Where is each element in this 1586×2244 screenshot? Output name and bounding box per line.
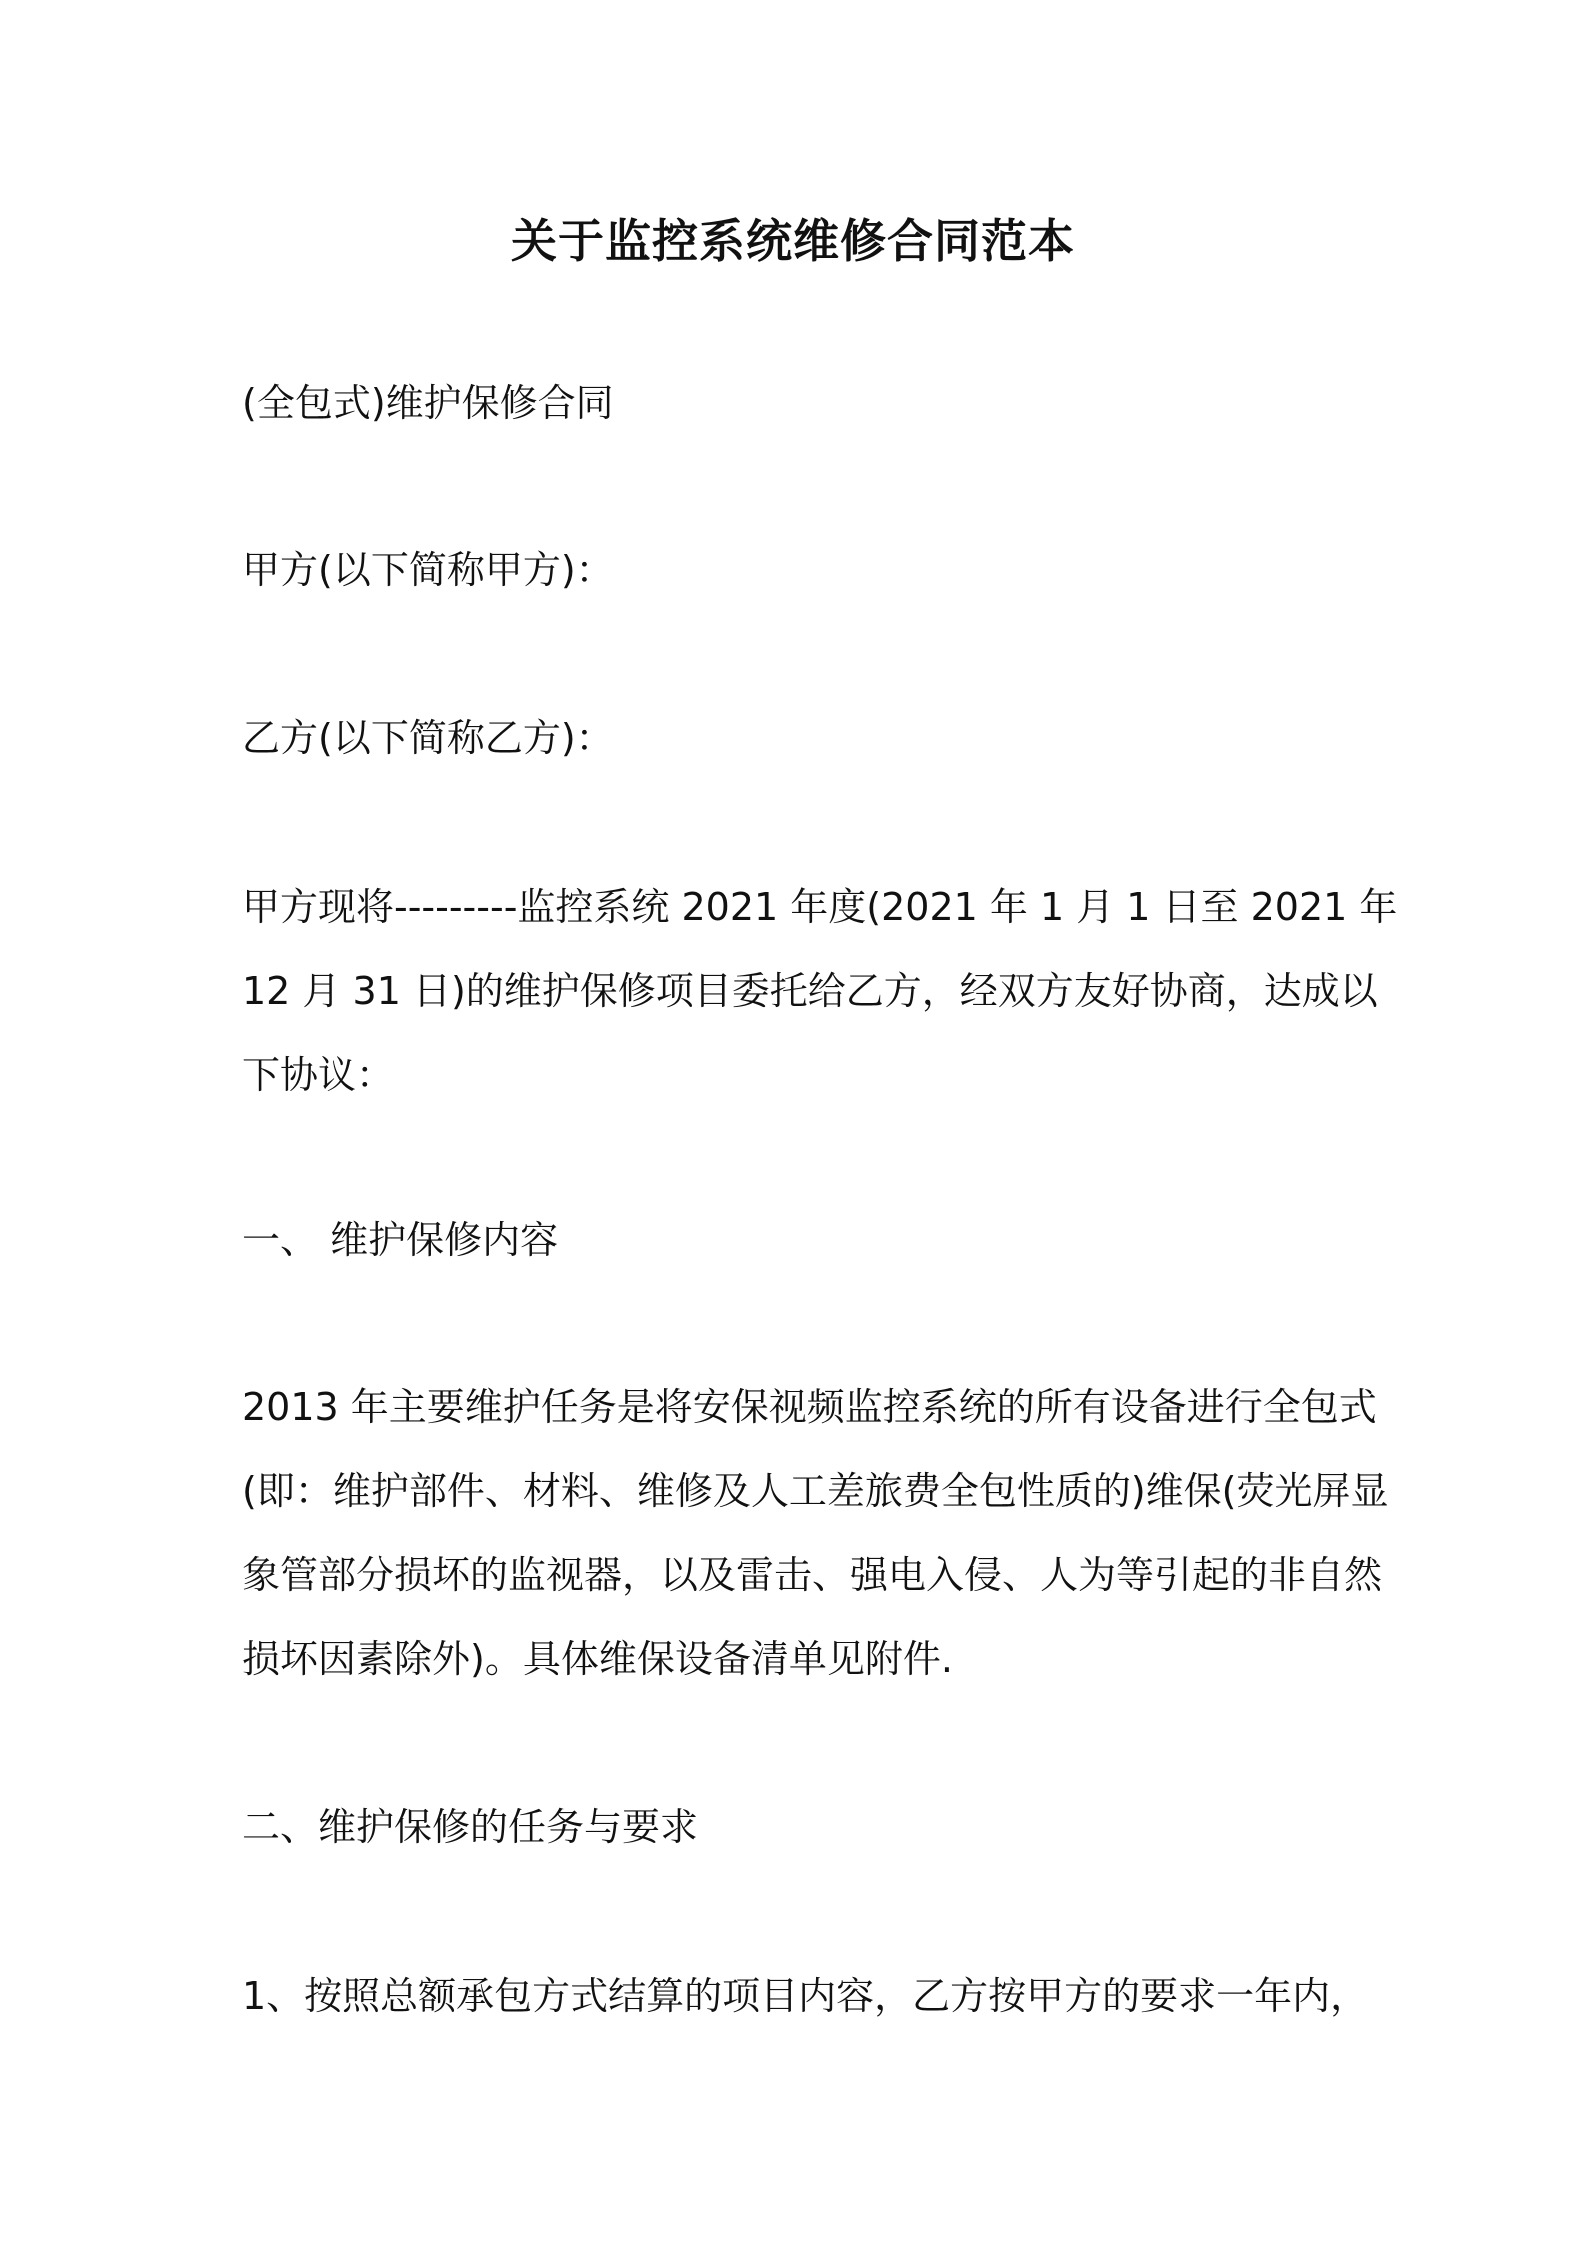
section-1-line: 象管部分损坏的监视器，以及雷击、强电入侵、人为等引起的非自然 xyxy=(242,1553,1383,1597)
intro-line: 甲方现将---------监控系统 2021 年度(2021 年 1 月 1 日至 2021 年 xyxy=(242,885,1398,929)
section-1-line: 损坏因素除外)。具体维保设备清单见附件. xyxy=(242,1637,953,1681)
section-2-heading: 二、维护保修的任务与要求 xyxy=(242,1805,699,1849)
intro-paragraph xyxy=(242,865,1398,1117)
contract-subtitle: (全包式)维护保修合同 xyxy=(242,381,614,425)
item-1-line: 1、按照总额承包方式结算的项目内容，乙方按甲方的要求一年内， xyxy=(242,1974,1369,2018)
intro-line: 12 月 31 日)的维护保修项目委托给乙方，经双方友好协商，达成以 xyxy=(242,969,1378,1013)
section-1-heading: 一、 维护保修内容 xyxy=(242,1218,559,1262)
section-1-line: (即：维护部件、材料、维修及人工差旅费全包性质的)维保(荧光屏显 xyxy=(242,1469,1389,1513)
document-title: 关于监控系统维修合同范本 xyxy=(511,214,1075,268)
party-a-line: 甲方(以下简称甲方)： xyxy=(242,548,614,592)
section-1-paragraph xyxy=(242,1365,1389,1701)
section-1-line: 2013 年主要维护任务是将安保视频监控系统的所有设备进行全包式 xyxy=(242,1385,1377,1429)
intro-line: 下协议： xyxy=(242,1053,395,1097)
party-b-line: 乙方(以下简称乙方)： xyxy=(242,716,614,760)
